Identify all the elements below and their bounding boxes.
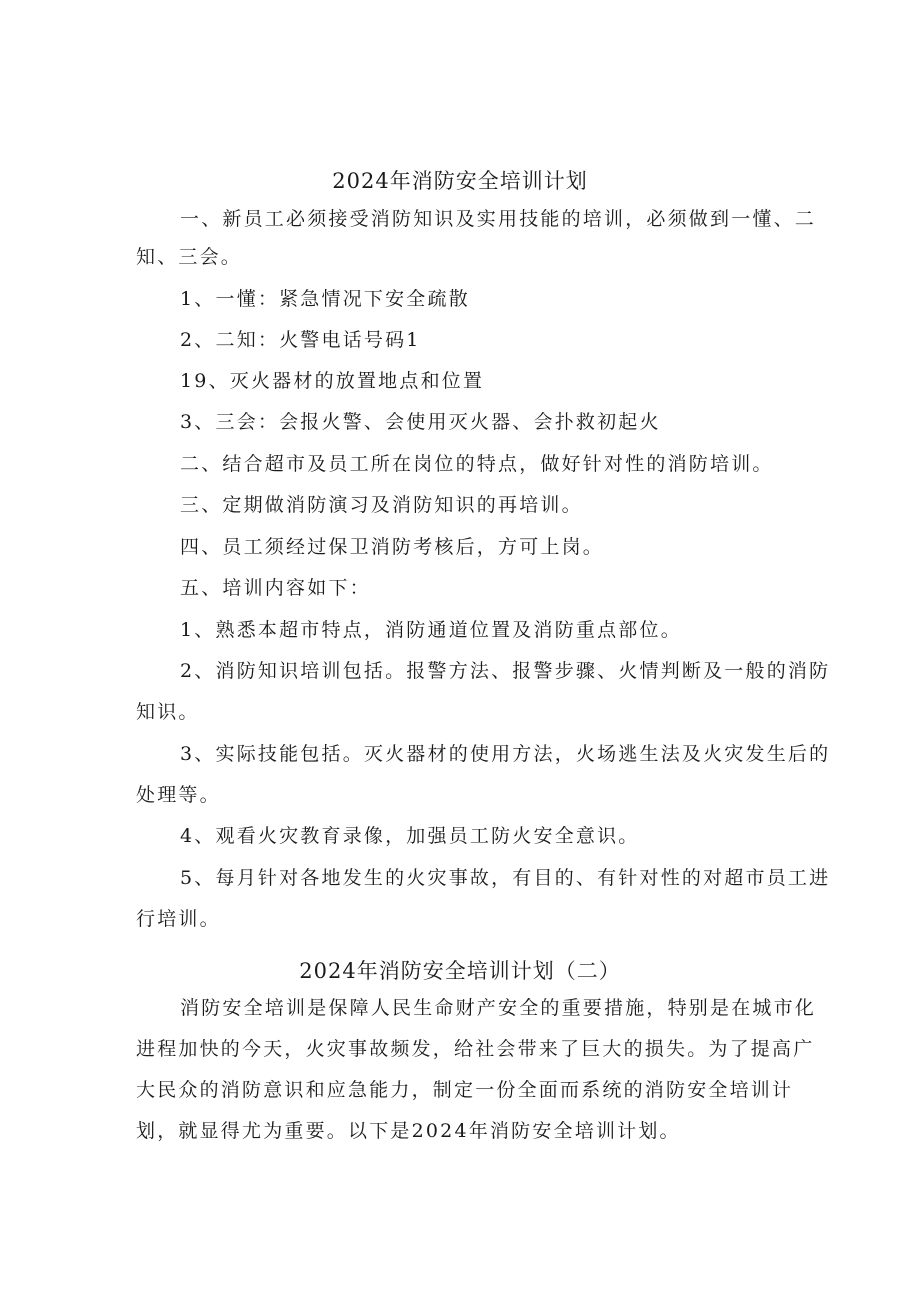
document-title: 2024年消防安全培训计划: [332, 169, 588, 193]
intro-line-2: 进程加快的今天，火灾事故频发，给社会带来了巨大的损失。为了提高广: [136, 1038, 815, 1060]
paragraph-1-line-1: 一、新员工必须接受消防知识及实用技能的培训，必须做到一懂、二: [180, 208, 817, 230]
list-item-2: 2、二知：火警电话号码1: [180, 329, 421, 351]
content-item-4: 4、观看火灾教育录像，加强员工防火安全意识。: [180, 825, 640, 847]
content-item-3-line-1: 3、实际技能包括。灭火器材的使用方法，火场逃生法及火灾发生后的: [180, 743, 831, 765]
document-title-2: 2024年消防安全培训计划（二）: [299, 959, 621, 983]
content-item-5-line-2: 行培训。: [136, 908, 221, 930]
intro-line-1: 消防安全培训是保障人民生命财产安全的重要措施，特别是在城市化: [180, 997, 817, 1019]
content-item-3-line-2: 处理等。: [136, 784, 221, 806]
content-item-1: 1、熟悉本超市特点，消防通道位置及消防重点部位。: [180, 619, 682, 641]
content-item-5-line-1: 5、每月针对各地发生的火灾事故，有目的、有针对性的对超市员工进: [180, 867, 831, 889]
intro-line-4: 划，就显得尤为重要。以下是2024年消防安全培训计划。: [136, 1120, 681, 1142]
paragraph-5: 五、培训内容如下：: [180, 577, 371, 599]
paragraph-3: 三、定期做消防演习及消防知识的再培训。: [180, 494, 583, 516]
list-item-4: 3、三会：会报火警、会使用灭火器、会扑救初起火: [180, 411, 661, 433]
content-item-2-line-1: 2、消防知识培训包括。报警方法、报警步骤、火情判断及一般的消防: [180, 660, 831, 682]
paragraph-1-line-2: 知、三会。: [136, 246, 243, 268]
content-item-2-line-2: 知识。: [136, 701, 200, 723]
paragraph-4: 四、员工须经过保卫消防考核后，方可上岗。: [180, 536, 605, 558]
paragraph-2: 二、结合超市及员工所在岗位的特点，做好针对性的消防培训。: [180, 453, 774, 475]
list-item-3: 19、灭火器材的放置地点和位置: [180, 370, 485, 392]
intro-line-3: 大民众的消防意识和应急能力，制定一份全面而系统的消防安全培训计: [136, 1079, 794, 1101]
list-item-1: 1、一懂：紧急情况下安全疏散: [180, 288, 470, 310]
